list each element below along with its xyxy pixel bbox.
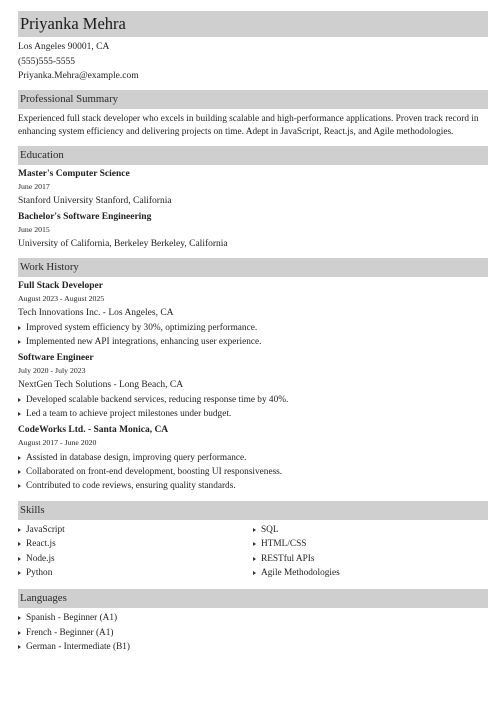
job-dates: August 2017 - June 2020 bbox=[18, 437, 97, 447]
contact-phone: (555)555-5555 bbox=[18, 56, 75, 67]
education-list bbox=[18, 168, 488, 252]
section-header-education bbox=[18, 146, 488, 165]
graduation-date: June 2015 bbox=[18, 224, 50, 234]
job-title: CodeWorks Ltd. - Santa Monica, CA bbox=[18, 424, 169, 435]
degree-title: Master's Computer Science bbox=[18, 168, 130, 179]
job-bullets bbox=[18, 321, 488, 350]
skill-item: RESTful APIs bbox=[253, 552, 488, 566]
education-item bbox=[18, 168, 488, 209]
job-company: Tech Innovations Inc. - Los Angeles, CA bbox=[18, 307, 174, 318]
section-title: Work History bbox=[20, 260, 79, 273]
resume-page bbox=[18, 11, 488, 655]
section-title: Professional Summary bbox=[20, 92, 119, 105]
skills-column-left bbox=[18, 523, 253, 581]
languages-list bbox=[18, 611, 488, 654]
candidate-name: Priyanka Mehra bbox=[20, 14, 126, 33]
job-company: NextGen Tech Solutions - Long Beach, CA bbox=[18, 379, 184, 390]
job-dates: August 2023 - August 2025 bbox=[18, 293, 105, 303]
language-item: Spanish - Beginner (A1) bbox=[18, 611, 488, 625]
language-item: German - Intermediate (B1) bbox=[18, 640, 488, 654]
job-entry bbox=[18, 280, 488, 350]
section-title: Languages bbox=[20, 592, 67, 605]
bullet-item: Collaborated on front-end development, boosting UI responsiveness. bbox=[18, 465, 488, 479]
bullet-item: Assisted in database design, improving query performance. bbox=[18, 451, 488, 465]
graduation-date: June 2017 bbox=[18, 181, 50, 191]
skill-item: Node.js bbox=[18, 552, 253, 566]
bullet-item: Developed scalable backend services, reducing response time by 40%. bbox=[18, 393, 488, 407]
bullet-item: Contributed to code reviews, ensuring quality standards. bbox=[18, 479, 488, 493]
bullet-item: Implemented new API integrations, enhancing user experience. bbox=[18, 335, 488, 349]
name-header bbox=[18, 11, 488, 37]
job-entry bbox=[18, 352, 488, 422]
skill-item: HTML/CSS bbox=[253, 537, 488, 551]
work-list bbox=[18, 280, 488, 494]
school-name: Stanford University Stanford, California bbox=[18, 195, 172, 206]
degree-title: Bachelor's Software Engineering bbox=[18, 211, 152, 222]
section-title: Skills bbox=[20, 503, 45, 516]
job-entry bbox=[18, 424, 488, 494]
job-title: Software Engineer bbox=[18, 352, 94, 363]
section-header-summary bbox=[18, 90, 488, 109]
bullet-item: Led a team to achieve project milestones under budget. bbox=[18, 407, 488, 421]
skill-item: SQL bbox=[253, 523, 488, 537]
language-item: French - Beginner (A1) bbox=[18, 626, 488, 640]
school-name: University of California, Berkeley Berkeley, California bbox=[18, 238, 228, 249]
contact-info bbox=[18, 40, 488, 84]
job-dates: July 2020 - July 2023 bbox=[18, 365, 86, 375]
section-header-skills bbox=[18, 501, 488, 520]
section-header-languages bbox=[18, 589, 488, 608]
summary-text: Experienced full stack developer who excels in building scalable and high-performance applications. Proven track record in enhancing system efficiency and delivering projects on time. Adept in JavaScript, React.js, and Agile methodologies. bbox=[18, 113, 479, 138]
skill-item: JavaScript bbox=[18, 523, 253, 537]
job-title: Full Stack Developer bbox=[18, 280, 103, 291]
education-item bbox=[18, 211, 488, 252]
bullet-item: Improved system efficiency by 30%, optimizing performance. bbox=[18, 321, 488, 335]
section-header-work-history bbox=[18, 258, 488, 277]
contact-location: Los Angeles 90001, CA bbox=[18, 42, 110, 52]
job-bullets bbox=[18, 451, 488, 494]
skill-item: Python bbox=[18, 566, 253, 580]
section-title: Education bbox=[20, 148, 64, 161]
skill-item: React.js bbox=[18, 537, 253, 551]
skills-grid bbox=[18, 523, 488, 581]
skill-item: Agile Methodologies bbox=[253, 566, 488, 580]
skills-column-right bbox=[253, 523, 488, 581]
contact-email: Priyanka.Mehra@example.com bbox=[18, 71, 139, 82]
job-bullets bbox=[18, 393, 488, 422]
